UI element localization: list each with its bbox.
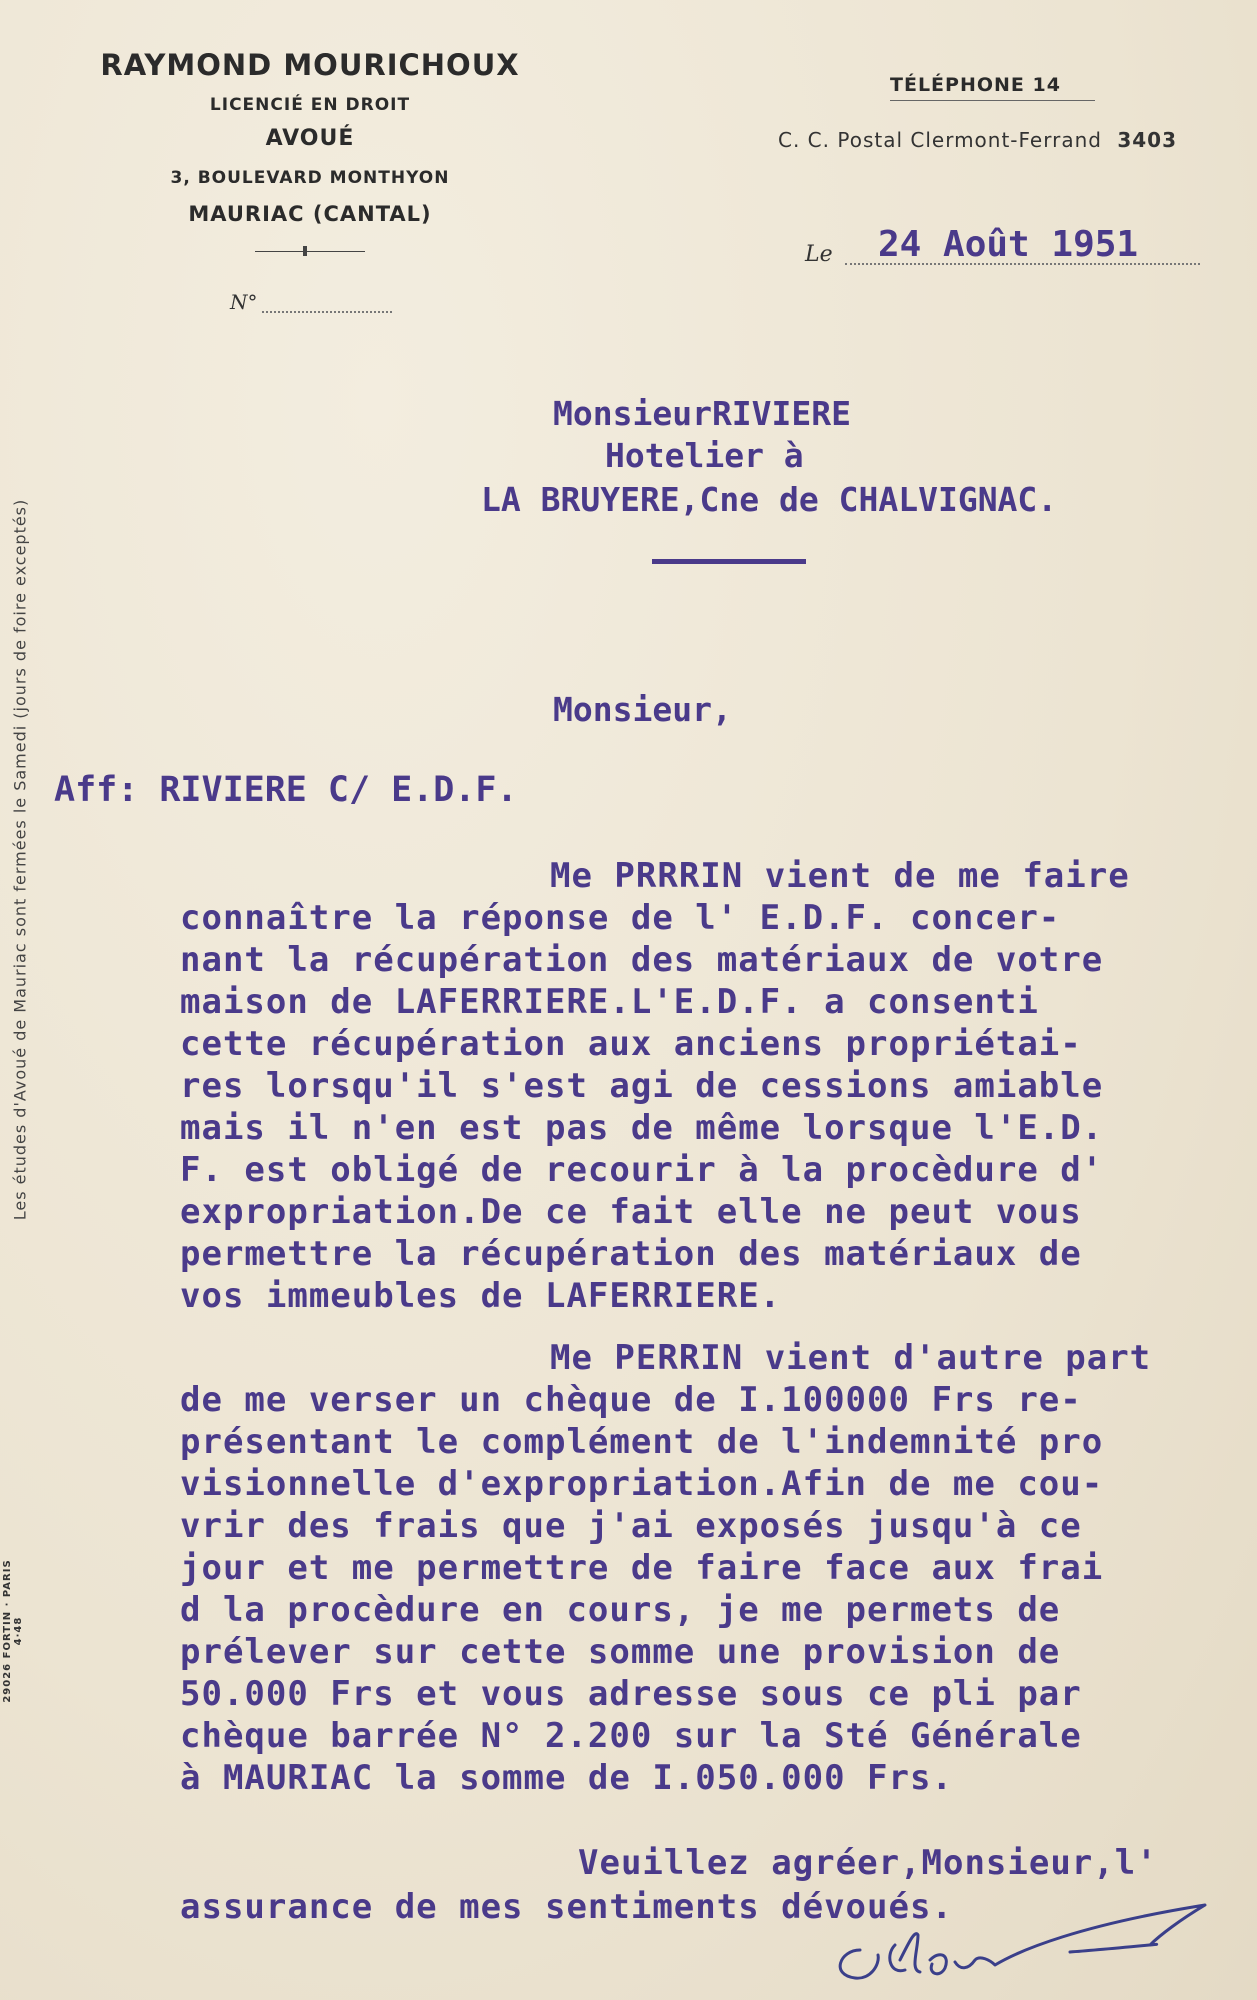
divider-mark <box>303 246 307 256</box>
recipient-line-1: MonsieurRIVIERE <box>553 394 852 433</box>
p2-line: jour et me permettre de faire face aux frai <box>180 1548 1104 1588</box>
p1-line: nant la récupération des matériaux de votre <box>180 940 1104 980</box>
closing-line-2: assurance de mes sentiments dévoués. <box>180 1887 953 1927</box>
p2-line: prélever sur cette somme une provision de <box>180 1632 1061 1672</box>
signature-icon <box>800 1890 1240 1995</box>
recipient-line-3: LA BRUYERE,Cne de CHALVIGNAC. <box>481 480 1058 519</box>
p2-line: chèque barrée N° 2.200 sur la Sté Générale <box>180 1716 1082 1756</box>
p1-line: cette récupération aux anciens propriétai- <box>180 1024 1082 1064</box>
p2-line: vrir des frais que j'ai exposés jusqu'à ce <box>180 1506 1082 1546</box>
header-divider <box>255 251 365 252</box>
lawyer-name: RAYMOND MOURICHOUX <box>100 48 520 82</box>
number-field <box>262 310 392 313</box>
p2-line: présentant le complément de l'indemnité pro <box>180 1422 1104 1462</box>
p2-line: d la procèdure en cours, je me permets de <box>180 1590 1061 1630</box>
number-label: N° <box>230 290 258 314</box>
p1-line: maison de LAFERRIERE.L'E.D.F. a consenti <box>180 982 1039 1022</box>
postal-label: C. C. Postal Clermont-Ferrand <box>778 128 1102 152</box>
degree: LICENCIÉ EN DROIT <box>209 95 411 115</box>
printer-mark: 29026 FORTIN · PARIS 4·48 <box>2 1559 24 1703</box>
p1-line: mais il n'en est pas de même lorsque l'E.D. <box>180 1108 1104 1148</box>
reference: Aff: RIVIERE C/ E.D.F. <box>54 770 518 810</box>
side-note: Les études d'Avoué de Mauriac sont fermées le Samedi (jours de foire exceptés) <box>10 498 30 1221</box>
p2-line: Me PERRIN vient d'autre part <box>550 1338 1152 1378</box>
p1-line: F. est obligé de recourir à la procèdure d' <box>180 1150 1104 1190</box>
p1-line: permettre la récupération des matériaux de <box>180 1234 1082 1274</box>
p2-line: visionnelle d'expropriation.Afin de me cou- <box>180 1464 1104 1504</box>
phone-underline <box>890 100 1095 101</box>
closing-line-1: Veuillez agréer,Monsieur,l' <box>578 1843 1158 1883</box>
p1-line: connaître la réponse de l' E.D.F. concer- <box>180 898 1061 938</box>
p1-line: res lorsqu'il s'est agi de cessions amiable <box>180 1066 1104 1106</box>
postal-number: 3403 <box>1117 128 1177 152</box>
date: 24 Août 1951 <box>878 224 1139 265</box>
postal-account <box>778 128 1177 152</box>
title-avoue: AVOUÉ <box>265 126 355 151</box>
recipient-underline <box>652 559 806 564</box>
address: 3, BOULEVARD MONTHYON <box>170 168 450 188</box>
p1-line: Me PRRRIN vient de me faire <box>550 856 1130 896</box>
recipient-line-2: Hotelier à <box>605 436 804 475</box>
p1-line: vos immeubles de LAFERRIERE. <box>180 1276 782 1316</box>
p2-line: de me verser un chèque de I.100000 Frs re- <box>180 1380 1082 1420</box>
p1-line: expropriation.De ce fait elle ne peut vous <box>180 1192 1082 1232</box>
p2-line: à MAURIAC la somme de I.050.000 Frs. <box>180 1758 953 1798</box>
p2-line: 50.000 Frs et vous adresse sous ce pli par <box>180 1674 1082 1714</box>
phone: TÉLÉPHONE 14 <box>890 74 1061 96</box>
salutation: Monsieur, <box>553 690 732 729</box>
date-prefix: Le <box>805 242 833 267</box>
city: MAURIAC (CANTAL) <box>188 202 432 226</box>
